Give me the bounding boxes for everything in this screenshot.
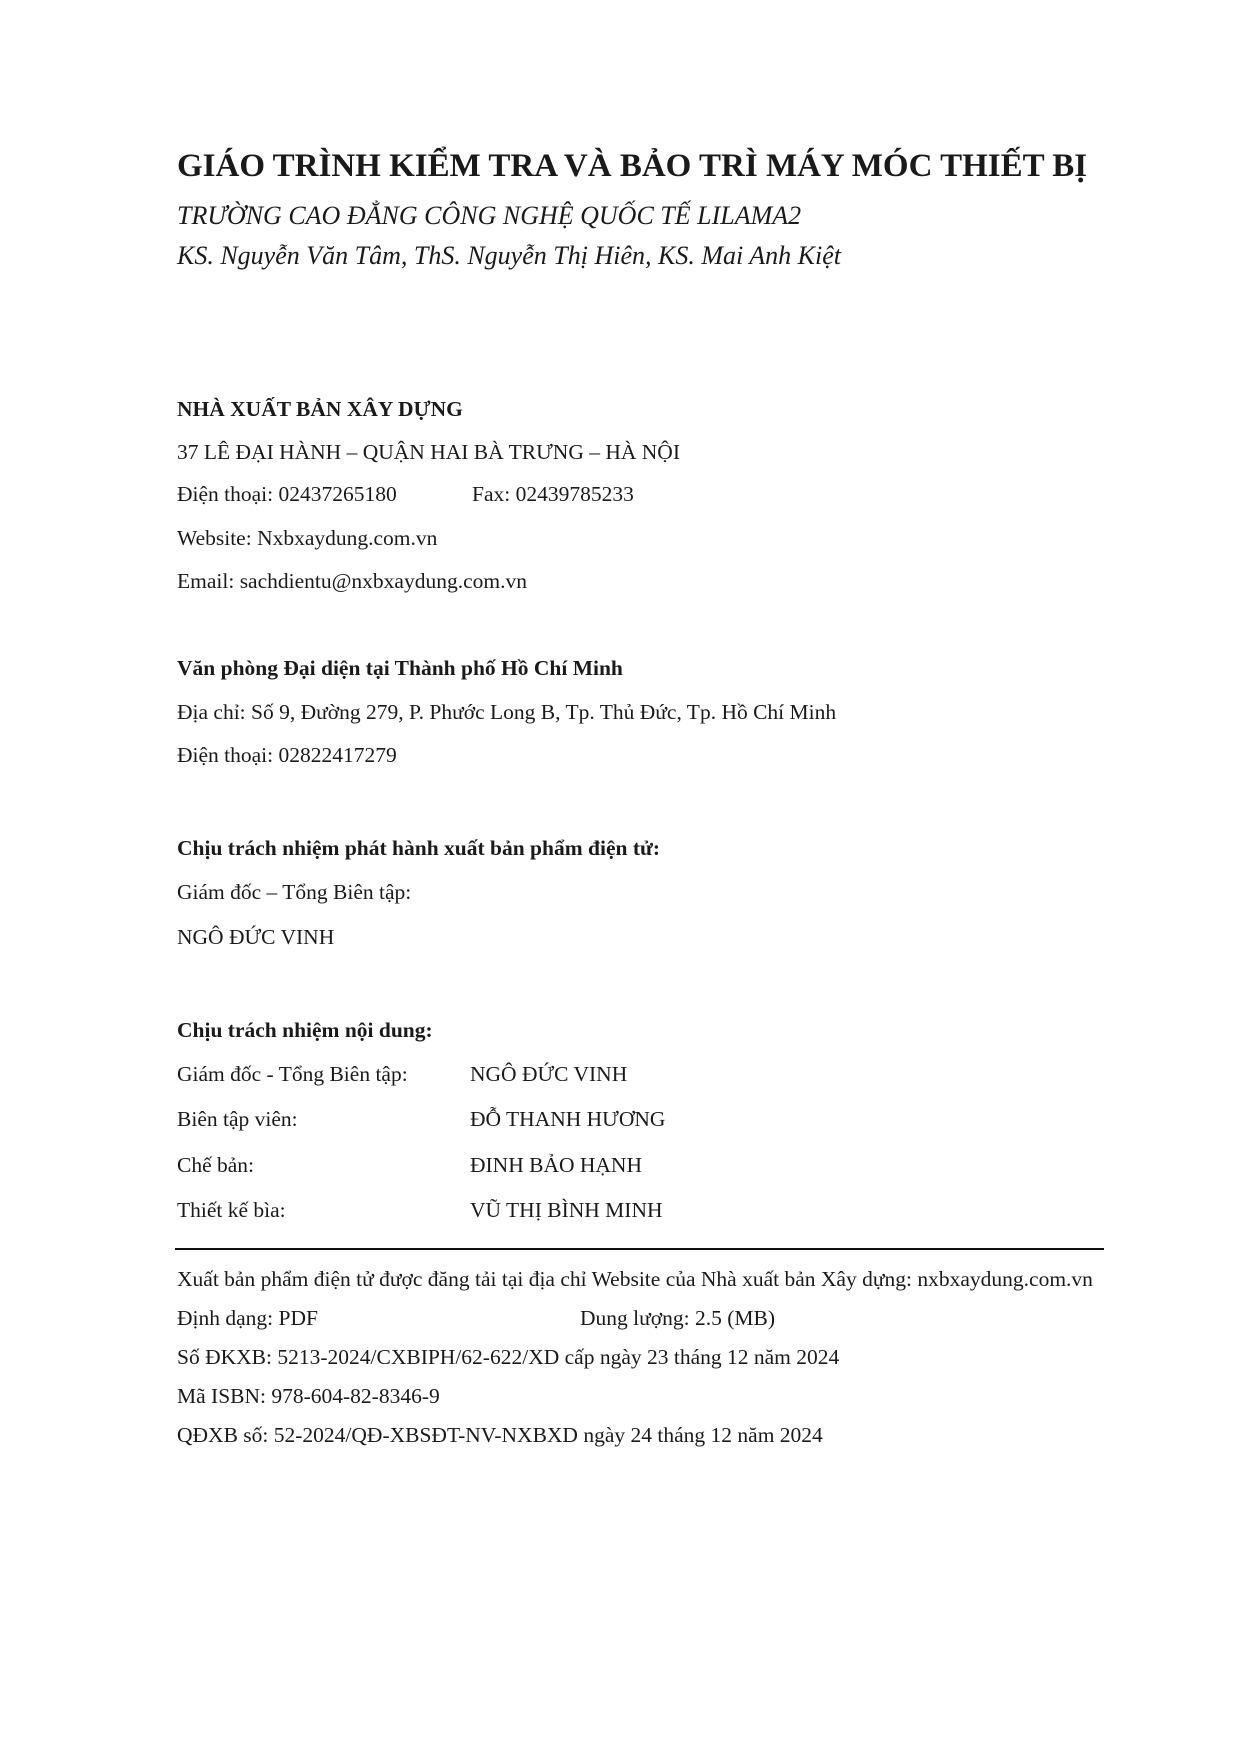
publisher-email: Email: sachdientu@nxbxaydung.com.vn [177, 569, 527, 593]
publishing-responsibility-name: NGÔ ĐỨC VINH [177, 925, 335, 949]
publishing-responsibility-role: Giám đốc – Tổng Biên tập: [177, 880, 412, 904]
credit-row [177, 1062, 628, 1087]
publisher-name: NHÀ XUẤT BẢN XÂY DỰNG [177, 397, 463, 421]
publisher-address: 37 LÊ ĐẠI HÀNH – QUẬN HAI BÀ TRƯNG – HÀ NỘI [177, 440, 680, 464]
credit-role: Biên tập viên: [177, 1107, 298, 1131]
publication-website-note: Xuất bản phẩm điện tử được đăng tải tại địa chỉ Website của Nhà xuất bản Xây dựng: nxbxaydung.com.vn [177, 1267, 1093, 1291]
content-responsibility-heading: Chịu trách nhiệm nội dung: [177, 1018, 433, 1042]
credit-row [177, 1198, 663, 1223]
credit-name: ĐINH BẢO HẠNH [470, 1153, 642, 1177]
authors-line: KS. Nguyễn Văn Tâm, ThS. Nguyễn Thị Hiên, KS. Mai Anh Kiệt [177, 241, 841, 270]
publication-format-row [177, 1306, 776, 1331]
publication-registration: Số ĐKXB: 5213-2024/CXBIPH/62-622/XD cấp ngày 23 tháng 12 năm 2024 [177, 1345, 840, 1369]
publisher-website: Website: Nxbxaydung.com.vn [177, 526, 438, 550]
credit-name: NGÔ ĐỨC VINH [470, 1062, 628, 1086]
credit-role: Thiết kế bìa: [177, 1198, 286, 1222]
publishing-responsibility-heading: Chịu trách nhiệm phát hành xuất bản phẩm điện tử: [177, 836, 661, 860]
hcm-office-heading: Văn phòng Đại diện tại Thành phố Hồ Chí Minh [177, 656, 623, 680]
credit-role: Giám đốc - Tổng Biên tập: [177, 1062, 408, 1086]
credit-row [177, 1107, 666, 1132]
publisher-contact-row [177, 482, 634, 507]
book-title: GIÁO TRÌNH KIỂM TRA VÀ BẢO TRÌ MÁY MÓC THIẾT BỊ [177, 148, 1088, 184]
publication-isbn: Mã ISBN: 978-604-82-8346-9 [177, 1384, 440, 1408]
credit-row [177, 1153, 642, 1178]
publication-decision: QĐXB số: 52-2024/QĐ-XBSĐT-NV-NXBXD ngày 24 tháng 12 năm 2024 [177, 1423, 823, 1447]
hcm-office-address: Địa chỉ: Số 9, Đường 279, P. Phước Long B, Tp. Thủ Đức, Tp. Hồ Chí Minh [177, 700, 837, 724]
institution-name: TRƯỜNG CAO ĐẲNG CÔNG NGHỆ QUỐC TẾ LILAMA2 [177, 201, 802, 230]
hcm-office-phone: Điện thoại: 02822417279 [177, 743, 397, 767]
section-divider [175, 1248, 1104, 1250]
publication-size: Dung lượng: 2.5 (MB) [580, 1306, 776, 1330]
credit-name: VŨ THỊ BÌNH MINH [470, 1198, 663, 1222]
publisher-phone: Điện thoại: 02437265180 [177, 482, 397, 506]
publisher-fax: Fax: 02439785233 [472, 482, 634, 506]
credit-name: ĐỖ THANH HƯƠNG [470, 1107, 666, 1131]
credit-role: Chế bản: [177, 1153, 255, 1177]
publication-format: Định dạng: PDF [177, 1306, 318, 1330]
